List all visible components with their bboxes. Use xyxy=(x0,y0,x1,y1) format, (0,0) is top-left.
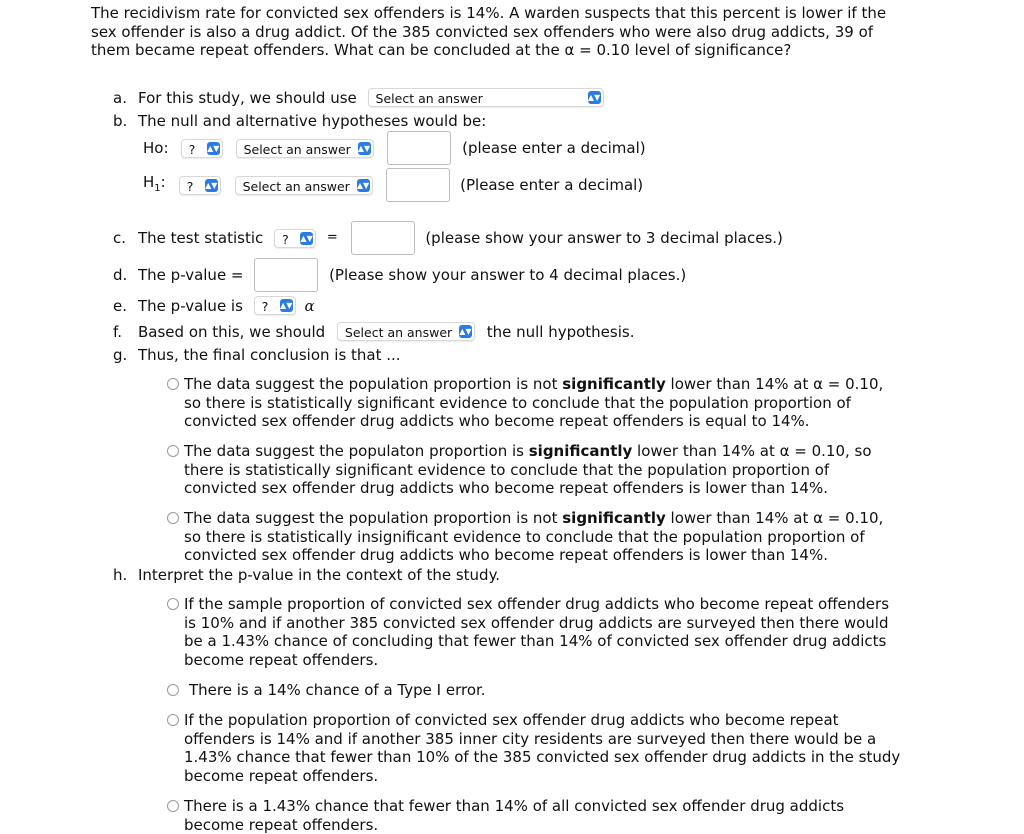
alpha-symbol: α xyxy=(304,296,315,315)
test-statistic-symbol-value: ? xyxy=(282,231,289,247)
interpretation-radio-1[interactable] xyxy=(167,598,179,610)
p-value-comparison-select[interactable] xyxy=(254,296,296,315)
p-value-input[interactable] xyxy=(254,258,318,292)
part-b-text: The null and alternative hypotheses would be: xyxy=(138,111,487,130)
part-b-label: b. xyxy=(113,111,128,130)
part-d-text: The p-value = xyxy=(138,266,244,284)
study-type-select-value: Select an answer xyxy=(375,91,483,106)
equals-sign: = xyxy=(326,230,338,245)
chevron-updown-icon: ▲▼ xyxy=(300,233,313,243)
part-f xyxy=(113,322,634,341)
part-f-label: f. xyxy=(113,322,122,341)
chevron-updown-icon: ▲▼ xyxy=(280,301,293,310)
conclusion-radio-2[interactable] xyxy=(167,445,179,457)
question-stem: The recidivism rate for convicted sex offenders is 14%. A warden suspects that this percent is lower if the sex offender is also a drug addict. Of the 385 convicted sex offenders who were also drug addicts, 39 of them became repeat offenders. What can be concluded at the α = 0.10 level of significance? xyxy=(91,4,887,59)
h1-symbol-value: ? xyxy=(186,178,194,194)
interpretation-option-4: There is a 1.43% chance that fewer than 14% of all convicted sex offender drug addicts become repeat offenders. xyxy=(184,797,845,834)
h1-label xyxy=(143,173,174,198)
interpretation-radio-4[interactable] xyxy=(167,800,179,812)
conclusion-option-3-text-a: The data suggest the population proportion is not xyxy=(184,509,563,527)
conclusion-option-1-text-b: lower than 14% at α = 0.10, so there is statistically significant evidence to conclude that the population proportion of convicted sex offender drug addicts who become repeat offenders is equal to 14%. xyxy=(184,375,884,430)
conclusion-option-2-text-b: lower than 14% at α = 0.10, so there is statistically significant evidence to conclude that the population proportion of convicted sex offender drug addicts who become repeat offenders is lower than 14%. xyxy=(184,442,872,497)
interpretation-radio-3[interactable] xyxy=(167,714,179,726)
part-c-label: c. xyxy=(113,229,127,247)
ho-parameter-select[interactable] xyxy=(236,139,374,158)
conclusion-option-3-text-b: lower than 14% at α = 0.10, so there is statistically insignificant evidence to conclude that the population proportion of convicted sex offender drug addicts who become repeat offenders is lower than 14%. xyxy=(184,509,884,564)
part-d-hint: (Please show your answer to 4 decimal places.) xyxy=(329,266,687,284)
h1-symbol-select[interactable] xyxy=(179,176,221,195)
interpretation-radio-2[interactable] xyxy=(167,684,179,696)
part-a xyxy=(113,88,604,107)
part-h xyxy=(113,565,500,584)
part-a-label: a. xyxy=(113,88,127,107)
chevron-updown-icon: ▲▼ xyxy=(205,180,218,190)
part-h-text: Interpret the p-value in the context of the study. xyxy=(138,565,501,584)
null-hypothesis-row xyxy=(143,131,646,165)
chevron-updown-icon: ▲▼ xyxy=(207,143,220,153)
chevron-updown-icon: ▲▼ xyxy=(587,93,601,102)
h1-parameter-value: Select an answer xyxy=(242,178,350,194)
conclusion-option-2 xyxy=(184,442,904,498)
ho-parameter-value: Select an answer xyxy=(243,141,351,157)
conclusion-radio-1[interactable] xyxy=(167,378,179,390)
interpretation-option-1: If the sample proportion of convicted sex offender drug addicts who become repeat offenders is 10% and if another 385 convicted sex offender drug addicts are surveyed then there would be a 1.43% chance of concluding that fewer than 14% of convicted sex offender drug addicts become repeat offenders. xyxy=(184,595,890,669)
h1-parameter-select[interactable] xyxy=(235,176,373,195)
ho-symbol-select[interactable] xyxy=(181,139,223,158)
chevron-updown-icon: ▲▼ xyxy=(357,143,371,153)
ho-hint: (please enter a decimal) xyxy=(462,139,646,157)
h1-label-sub: 1 xyxy=(154,182,161,194)
part-d xyxy=(113,258,686,292)
h1-hint: (Please enter a decimal) xyxy=(460,176,644,194)
chevron-updown-icon: ▲▼ xyxy=(459,327,472,336)
ho-value-input[interactable] xyxy=(387,131,451,165)
h1-label-main: H xyxy=(143,173,155,191)
conclusion-option-3-bold: significantly xyxy=(562,509,666,527)
part-c-text: The test statistic xyxy=(138,229,264,247)
part-f-tail: the null hypothesis. xyxy=(486,322,635,341)
part-b xyxy=(113,111,486,130)
part-g xyxy=(113,345,401,364)
conclusion-option-2-text-a: The data suggest the populaton proportion is xyxy=(184,442,529,460)
decision-select-value: Select an answer xyxy=(344,325,453,340)
part-g-text: Thus, the final conclusion is that ... xyxy=(138,345,401,364)
part-c-hint: (please show your answer to 3 decimal places.) xyxy=(425,229,783,247)
part-h-label: h. xyxy=(113,565,128,584)
conclusion-option-1-text-a: The data suggest the population proportion is not xyxy=(184,375,563,393)
part-f-text: Based on this, we should xyxy=(138,322,326,341)
conclusion-option-2-bold: significantly xyxy=(528,442,633,460)
conclusion-option-1 xyxy=(184,375,904,431)
interpretation-option-2: There is a 14% chance of a Type I error. xyxy=(189,681,486,699)
part-e-label: e. xyxy=(113,296,127,315)
part-d-label: d. xyxy=(113,266,128,284)
conclusion-radio-3[interactable] xyxy=(167,512,179,524)
part-a-text: For this study, we should use xyxy=(138,88,357,107)
part-e-text: The p-value is xyxy=(138,296,243,315)
part-g-label: g. xyxy=(113,345,128,364)
conclusion-option-1-bold: significantly xyxy=(562,375,666,393)
test-statistic-input[interactable] xyxy=(351,221,415,255)
ho-symbol-value: ? xyxy=(188,141,196,157)
p-value-comparison-value: ? xyxy=(261,299,269,314)
part-c xyxy=(113,221,783,255)
interpretation-option-3: If the population proportion of convicted sex offender drug addicts who become repeat offenders is 14% and if another 385 inner city residents are surveyed then there would be a 1.43% chance that fewer than 10% of the 385 convicted sex offender drug addicts in the study become repeat offenders. xyxy=(184,711,901,785)
conclusion-option-3 xyxy=(184,509,904,565)
test-statistic-select[interactable] xyxy=(274,229,316,248)
h1-label-colon: : xyxy=(160,173,166,191)
decision-select[interactable] xyxy=(337,322,475,341)
ho-label: Ho: xyxy=(143,139,169,157)
alt-hypothesis-row xyxy=(143,168,643,202)
part-e xyxy=(113,296,315,315)
h1-value-input[interactable] xyxy=(386,168,450,202)
chevron-updown-icon: ▲▼ xyxy=(356,180,370,190)
study-type-select[interactable] xyxy=(368,88,604,107)
